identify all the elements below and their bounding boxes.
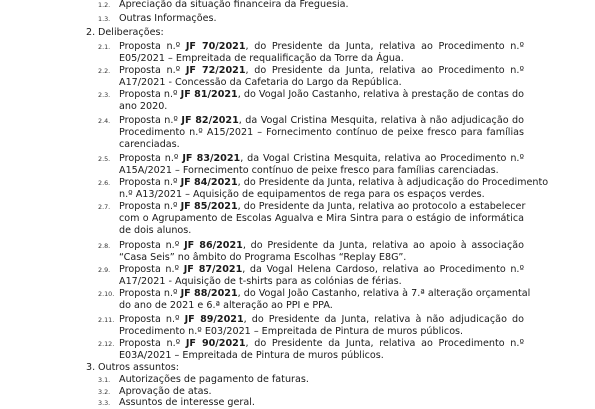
item-text-cont: A15A/2021 – Fornecimento contínuo de peixe fresco para famílias carenciadas.: [119, 165, 499, 176]
item-number: 2.3.: [98, 91, 111, 99]
item-text-cont: E05/2021 – Empreitada de requalificação da Torre da Água.: [119, 53, 404, 64]
section-number: 3.: [86, 362, 96, 373]
item-number: 2.1.: [98, 43, 111, 51]
item-text: Proposta n.º JF 81/2021, do Vogal João Castanho, relativa à prestação de contas do: [119, 89, 524, 100]
item-text: Proposta n.º JF 89/2021, do Presidente da Junta, relativa à não adjudicação do: [119, 314, 524, 325]
item-number: 3.1.: [98, 376, 111, 384]
item-number: 3.2.: [98, 388, 111, 396]
item-number: 3.3.: [98, 399, 111, 407]
item-text: Proposta n.º JF 87/2021, da Vogal Helena Cardoso, relativa ao Procedimento n.º: [119, 264, 524, 275]
item-text-cont: “Casa Seis” no âmbito do Programa Escolhas “Replay E8G”.: [119, 252, 407, 263]
item-text: Assuntos de interesse geral.: [119, 397, 255, 408]
item-number: 2.4.: [98, 117, 111, 125]
item-number: 2.6.: [98, 179, 111, 187]
item-number: 2.7.: [98, 203, 111, 211]
item-text-cont: Procedimento n.º A15/2021 – Fornecimento contínuo de peixe fresco para famílias: [119, 127, 524, 138]
item-number: 2.8.: [98, 242, 111, 250]
item-text: Proposta n.º JF 88/2021, do Vogal João Castanho, relativa à 7.ª alteração orçamental: [119, 288, 531, 299]
item-text: Proposta n.º JF 84/2021, do Presidente da Junta, relativa à adjudicação do Procedimento: [119, 177, 549, 188]
item-number: 2.12.: [98, 340, 115, 348]
item-text-cont: E03A/2021 – Empreitada de Pintura de muros públicos.: [119, 350, 384, 361]
proposal-ref: JF 85/2021: [180, 201, 238, 212]
proposal-ref: JF 89/2021: [184, 314, 244, 325]
proposal-ref: JF 87/2021: [183, 264, 243, 275]
item-text: Proposta n.º JF 70/2021, do Presidente da Junta, relativa ao Procedimento n.º: [119, 41, 524, 52]
proposal-ref: JF 70/2021: [185, 41, 246, 52]
item-text: Apreciação da situação financeira da Freguesia.: [119, 0, 349, 10]
item-text-cont: carenciadas.: [119, 139, 180, 150]
item-text-cont: do ano de 2021 e 6.ª alteração ao PPI e PPA.: [119, 300, 333, 311]
proposal-ref: JF 83/2021: [182, 153, 241, 164]
proposal-ref: JF 72/2021: [185, 65, 246, 76]
proposal-ref: JF 81/2021: [180, 89, 238, 100]
section-number: 2.: [86, 27, 96, 38]
item-text-cont: A17/2021 - Concessão da Cafetaria do Largo da República.: [119, 77, 402, 88]
item-text: Autorizações de pagamento de faturas.: [119, 374, 309, 385]
item-text-cont: com o Agrupamento de Escolas Agualva e Mira Sintra para o estágio de informática: [119, 213, 524, 224]
item-number: 1.3.: [98, 15, 111, 23]
item-text: Proposta n.º JF 85/2021, do Presidente da Junta, relativa ao protocolo a estabelecer: [119, 201, 526, 212]
item-number: 2.5.: [98, 155, 111, 163]
item-number: 2.9.: [98, 266, 111, 274]
proposal-ref: JF 86/2021: [184, 240, 243, 251]
proposal-ref: JF 90/2021: [185, 338, 246, 349]
item-text-cont: ano 2020.: [119, 101, 168, 112]
section-heading: Outros assuntos:: [98, 362, 179, 373]
item-text: Outras Informações.: [119, 13, 217, 24]
item-number: 1.2.: [98, 1, 111, 9]
item-text-cont: n.º A13/2021 – Aquisição de equipamentos de rega para os espaços verdes.: [119, 189, 485, 200]
proposal-ref: JF 82/2021: [181, 115, 239, 126]
proposal-ref: JF 84/2021: [180, 177, 238, 188]
item-text-cont: Procedimento n.º E03/2021 – Empreitada de Pintura de muros públicos.: [119, 326, 464, 337]
item-number: 2.10.: [98, 290, 115, 298]
item-number: 2.11.: [98, 316, 115, 324]
item-text: Proposta n.º JF 86/2021, do Presidente da Junta, relativa ao apoio à associação: [119, 240, 524, 251]
section-heading: Deliberações:: [98, 27, 164, 38]
item-number: 2.2.: [98, 67, 111, 75]
item-text: Proposta n.º JF 72/2021, do Presidente da Junta, relativa ao Procedimento n.º: [119, 65, 524, 76]
item-text: Proposta n.º JF 90/2021, do Presidente da Junta, relativa ao Procedimento n.º: [119, 338, 524, 349]
proposal-ref: JF 88/2021: [180, 288, 238, 299]
item-text: Proposta n.º JF 82/2021, da Vogal Cristina Mesquita, relativa à não adjudicação do: [119, 115, 524, 126]
item-text-cont: A17/2021 - Aquisição de t-shirts para as colónias de férias.: [119, 276, 402, 287]
item-text: Aprovação de atas.: [119, 386, 212, 397]
item-text-cont: de dois alunos.: [119, 225, 192, 236]
item-text: Proposta n.º JF 83/2021, da Vogal Cristina Mesquita, relativa ao Procedimento n.º: [119, 153, 524, 164]
